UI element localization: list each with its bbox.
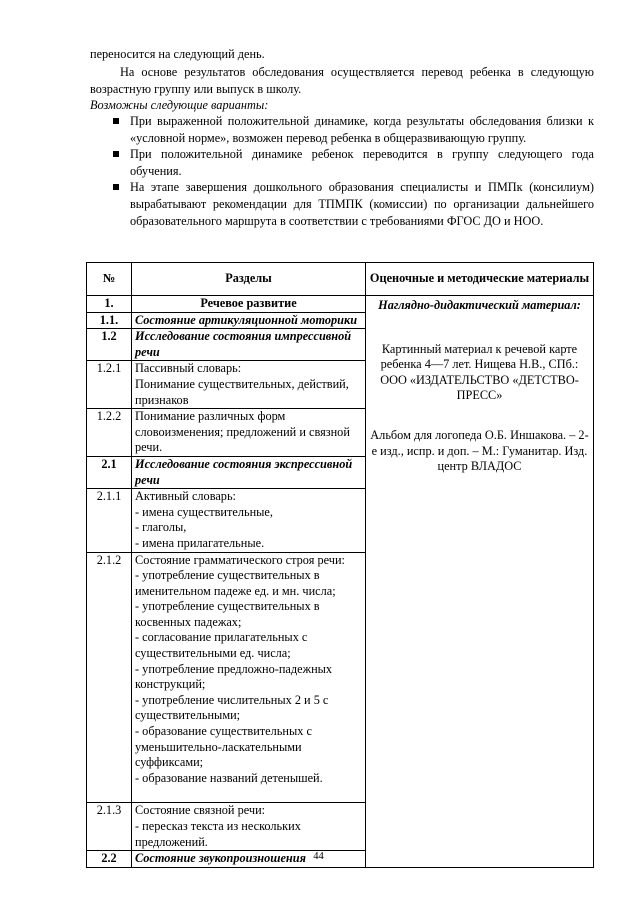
options-heading: Возможны следующие варианты: (90, 98, 269, 112)
row-text (132, 489, 366, 552)
header-materials: Оценочные и методические материалы (366, 263, 594, 296)
row-line: Понимание существительных, действий, признаков (135, 376, 349, 407)
row-line: - глаголы, (135, 520, 187, 535)
row-text (132, 552, 366, 803)
row-line: - пересказ текста из нескольких предложений. (135, 819, 301, 849)
page-number: 44 (313, 851, 324, 862)
row-text: Речевое развитие (132, 296, 366, 313)
materials-item: Картинный материал к речевой карте ребенка 4—7 лет. Нищева Н.В., СПб.: ООО «ИЗДАТЕЛЬСТВО «ДЕТСТВО-ПРЕСС» (380, 341, 579, 403)
row-text (132, 803, 366, 851)
row-line: - имена прилагательные. (135, 535, 265, 550)
assessment-table (86, 262, 594, 868)
option-item (90, 113, 594, 146)
option-item (90, 146, 594, 179)
table-row (87, 296, 594, 313)
row-line: - употребление существительных в именительном падеже ед. и мн. числа; (135, 568, 336, 598)
row-text: Понимание различных форм словоизменения; предложений и связной речи. (132, 409, 366, 457)
row-num: 1. (87, 296, 132, 313)
row-num: 2.1 (87, 456, 132, 488)
option-text: При положительной динамике ребенок переводится в группу следующего года обучения. (130, 147, 594, 178)
options-list (90, 113, 594, 229)
row-text: Исследование состояния импрессивной речи (132, 329, 366, 361)
option-item (90, 179, 594, 229)
intro-line: переносится на следующий день. (90, 47, 265, 61)
row-line: - употребление существительных в косвенных падежах; (135, 599, 320, 629)
bullet-icon (113, 184, 119, 190)
option-text: При выраженной положительной динамике, когда результаты обследования близки к «условной норме», возможен перевод ребенка в общеразвивающую группу. (130, 114, 594, 145)
row-num: 1.1. (87, 312, 132, 329)
bullet-icon (113, 151, 119, 157)
materials-heading: Наглядно-дидактический материал: (378, 298, 581, 312)
row-line: - согласование прилагательных с существительными ед. числа; (135, 630, 308, 661)
row-text (132, 361, 366, 409)
row-num: 2.1.2 (87, 552, 132, 803)
row-num: 2.2 (87, 851, 132, 868)
row-line: - употребление числительных 2 и 5 с существительными; (135, 692, 329, 723)
row-line: Состояние грамматического строя речи: (135, 552, 345, 567)
table-header-row (87, 263, 594, 296)
row-line: - употребление предложно-падежных конструкций; (135, 661, 333, 692)
header-num: № (87, 263, 132, 296)
row-line: - образование существительных с уменьшительно-ласкательными суффиксами; (135, 724, 312, 770)
row-line: Пассивный словарь: (135, 361, 242, 376)
header-sections: Разделы (132, 263, 366, 296)
row-text: Исследование состояния экспрессивной речи (132, 456, 366, 488)
row-line: - образование названий детенышей. (135, 770, 323, 785)
bullet-icon (113, 118, 119, 124)
row-num: 1.2.1 (87, 361, 132, 409)
materials-cell (366, 296, 594, 868)
row-num: 1.2.2 (87, 409, 132, 457)
materials-item: Альбом для логопеда О.Б. Иншакова. – 2-е изд., испр. и доп. – М.: Гуманитар. Изд. центр ВЛАДОС (370, 427, 589, 474)
intro-paragraph: На основе результатов обследования осуществляется перевод ребенка в следующую возрастную группу или выпуск в школу. (90, 65, 594, 96)
row-num: 1.2 (87, 329, 132, 361)
row-text: Состояние звукопроизношения (132, 851, 366, 868)
row-num: 2.1.1 (87, 489, 132, 552)
row-line: - имена существительные, (135, 504, 273, 519)
row-line: Активный словарь: (135, 489, 236, 504)
row-line: Состояние связной речи: (135, 803, 266, 818)
option-text: На этапе завершения дошкольного образования специалисты и ПМПк (консилиум) вырабатывают рекомендации для ТПМПК (комиссии) по организации дальнейшего образовательного маршрута в соответствии с требованиями ФГОС ДО и НОО. (130, 180, 594, 228)
row-num: 2.1.3 (87, 803, 132, 851)
row-text: Состояние артикуляционной моторики (132, 312, 366, 329)
